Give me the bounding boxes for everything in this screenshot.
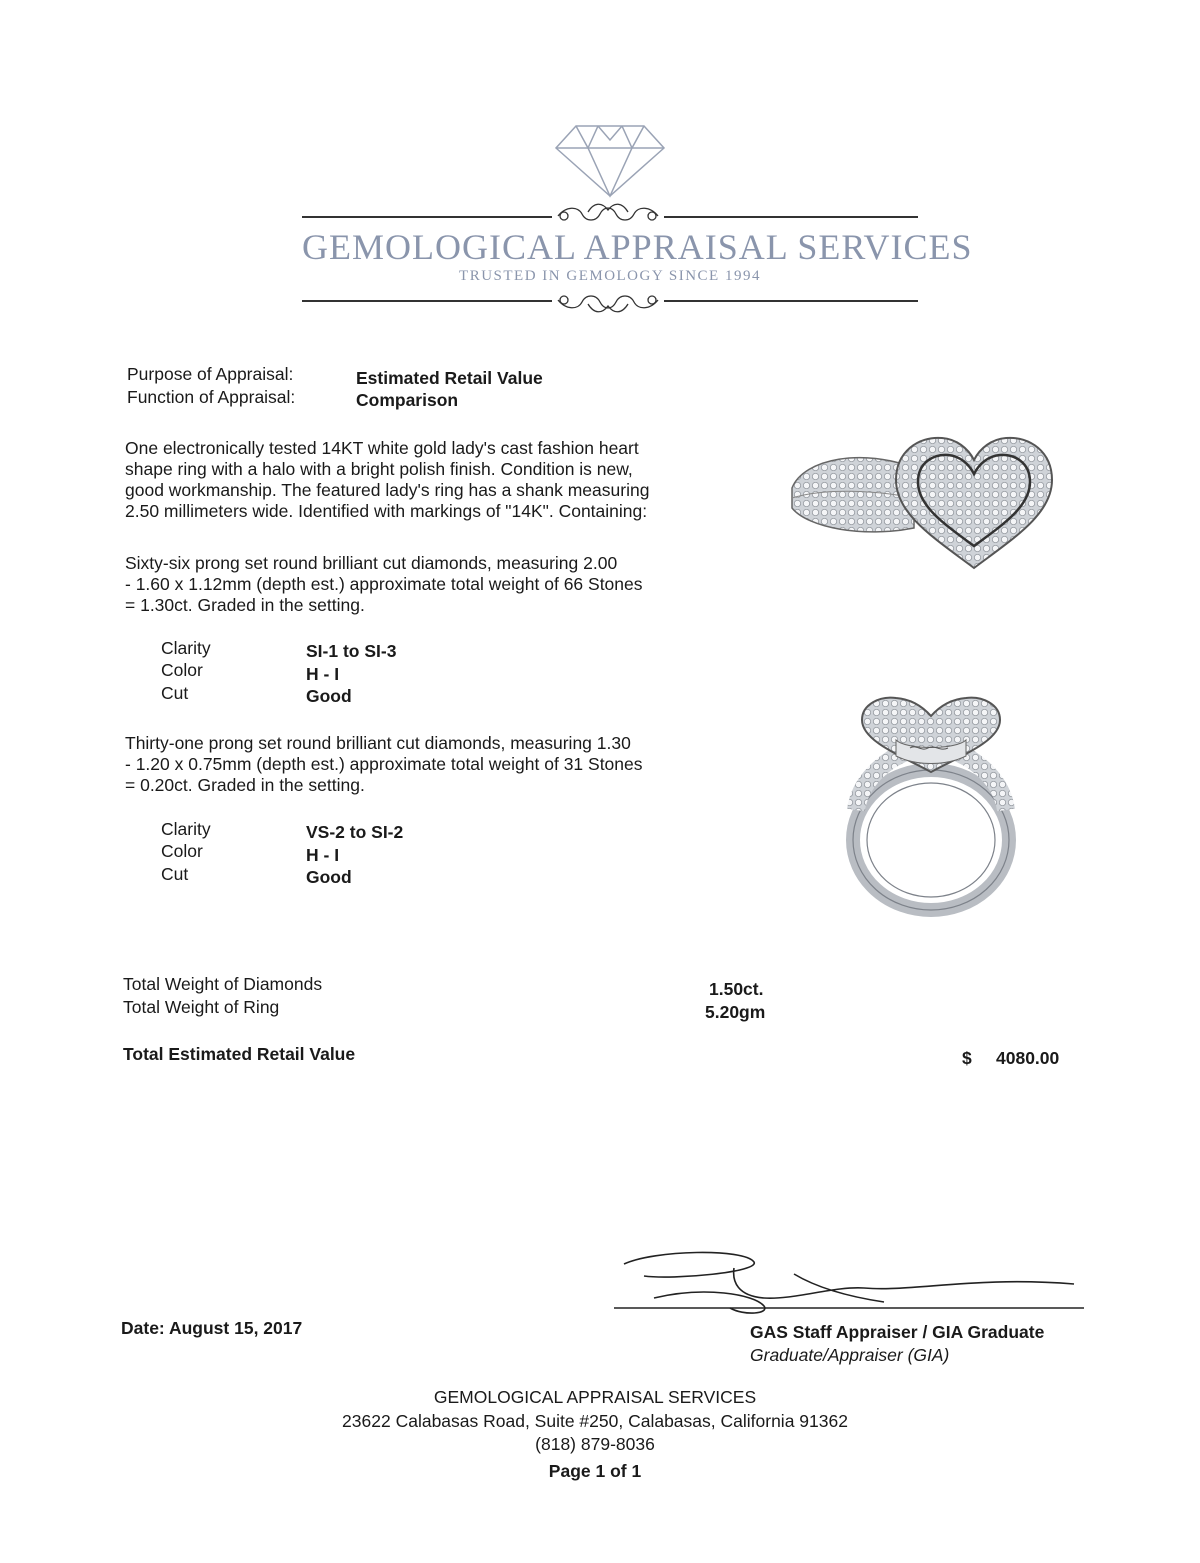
ring-photo-top (784, 418, 1074, 578)
flourish-bottom-icon (548, 286, 668, 316)
description-line: One electronically tested 14KT white gold lady's cast fashion heart (125, 438, 639, 458)
footer-company: GEMOLOGICAL APPRAISAL SERVICES (433, 1387, 757, 1407)
stones-2-line: = 0.20ct. Graded in the setting. (125, 775, 365, 795)
total-diamond-weight-label: Total Weight of Diamonds (123, 974, 323, 994)
stones-1-line: Sixty-six prong set round brilliant cut diamonds, measuring 2.00 (125, 553, 618, 573)
logo-company-name: GEMOLOGICAL APPRAISAL SERVICES (302, 227, 973, 267)
description (125, 438, 649, 522)
stones-1-description (125, 553, 643, 616)
diamond-icon (552, 122, 668, 198)
grade-value: H - I (306, 664, 340, 684)
currency-symbol: $ (962, 1048, 972, 1068)
grade-value: SI-1 to SI-3 (306, 641, 397, 661)
ring-photo-bottom (836, 690, 1026, 920)
grade-label: Cut (161, 864, 189, 884)
grade-label: Clarity (161, 638, 211, 658)
appraiser-title: GAS Staff Appraiser / GIA Graduate (750, 1322, 1045, 1342)
stones-2-description (125, 733, 643, 796)
total-diamond-weight-value: 1.50ct. (709, 979, 764, 999)
stones-1-line: - 1.60 x 1.12mm (depth est.) approximate total weight of 66 Stones (125, 574, 643, 594)
function-label: Function of Appraisal: (127, 387, 296, 407)
stones-2-line: Thirty-one prong set round brilliant cut diamonds, measuring 1.30 (125, 733, 631, 753)
grade-value: Good (306, 867, 352, 887)
description-line: 2.50 millimeters wide. Identified with markings of "14K". Containing: (125, 501, 648, 521)
grade-value: VS-2 to SI-2 (306, 822, 404, 842)
footer-phone: (818) 879-8036 (535, 1434, 655, 1454)
total-retail-value-label: Total Estimated Retail Value (123, 1044, 356, 1064)
stones-2-line: - 1.20 x 0.75mm (depth est.) approximate total weight of 31 Stones (125, 754, 643, 774)
footer-address: 23622 Calabasas Road, Suite #250, Calabasas, California 91362 (342, 1411, 848, 1431)
signature-mark (614, 1246, 1094, 1318)
function-value: Comparison (356, 390, 459, 410)
appraisal-date: Date: August 15, 2017 (121, 1318, 303, 1338)
grade-label: Color (161, 660, 203, 680)
grade-label: Cut (161, 683, 189, 703)
logo-tagline: TRUSTED IN GEMOLOGY SINCE 1994 (459, 268, 761, 284)
purpose-value: Estimated Retail Value (356, 368, 543, 388)
description-line: good workmanship. The featured lady's ring has a shank measuring (125, 480, 650, 500)
appraiser-subtitle: Graduate/Appraiser (GIA) (750, 1345, 950, 1365)
grade-label: Clarity (161, 819, 211, 839)
grade-value: H - I (306, 845, 340, 865)
page-number: Page 1 of 1 (548, 1461, 642, 1481)
total-retail-value: 4080.00 (996, 1048, 1060, 1068)
grade-value: Good (306, 686, 352, 706)
grade-label: Color (161, 841, 203, 861)
total-ring-weight-value: 5.20gm (705, 1002, 766, 1022)
purpose-label: Purpose of Appraisal: (127, 364, 294, 384)
stones-1-line: = 1.30ct. Graded in the setting. (125, 595, 365, 615)
total-ring-weight-label: Total Weight of Ring (123, 997, 280, 1017)
description-line: shape ring with a halo with a bright polish finish. Condition is new, (125, 459, 633, 479)
